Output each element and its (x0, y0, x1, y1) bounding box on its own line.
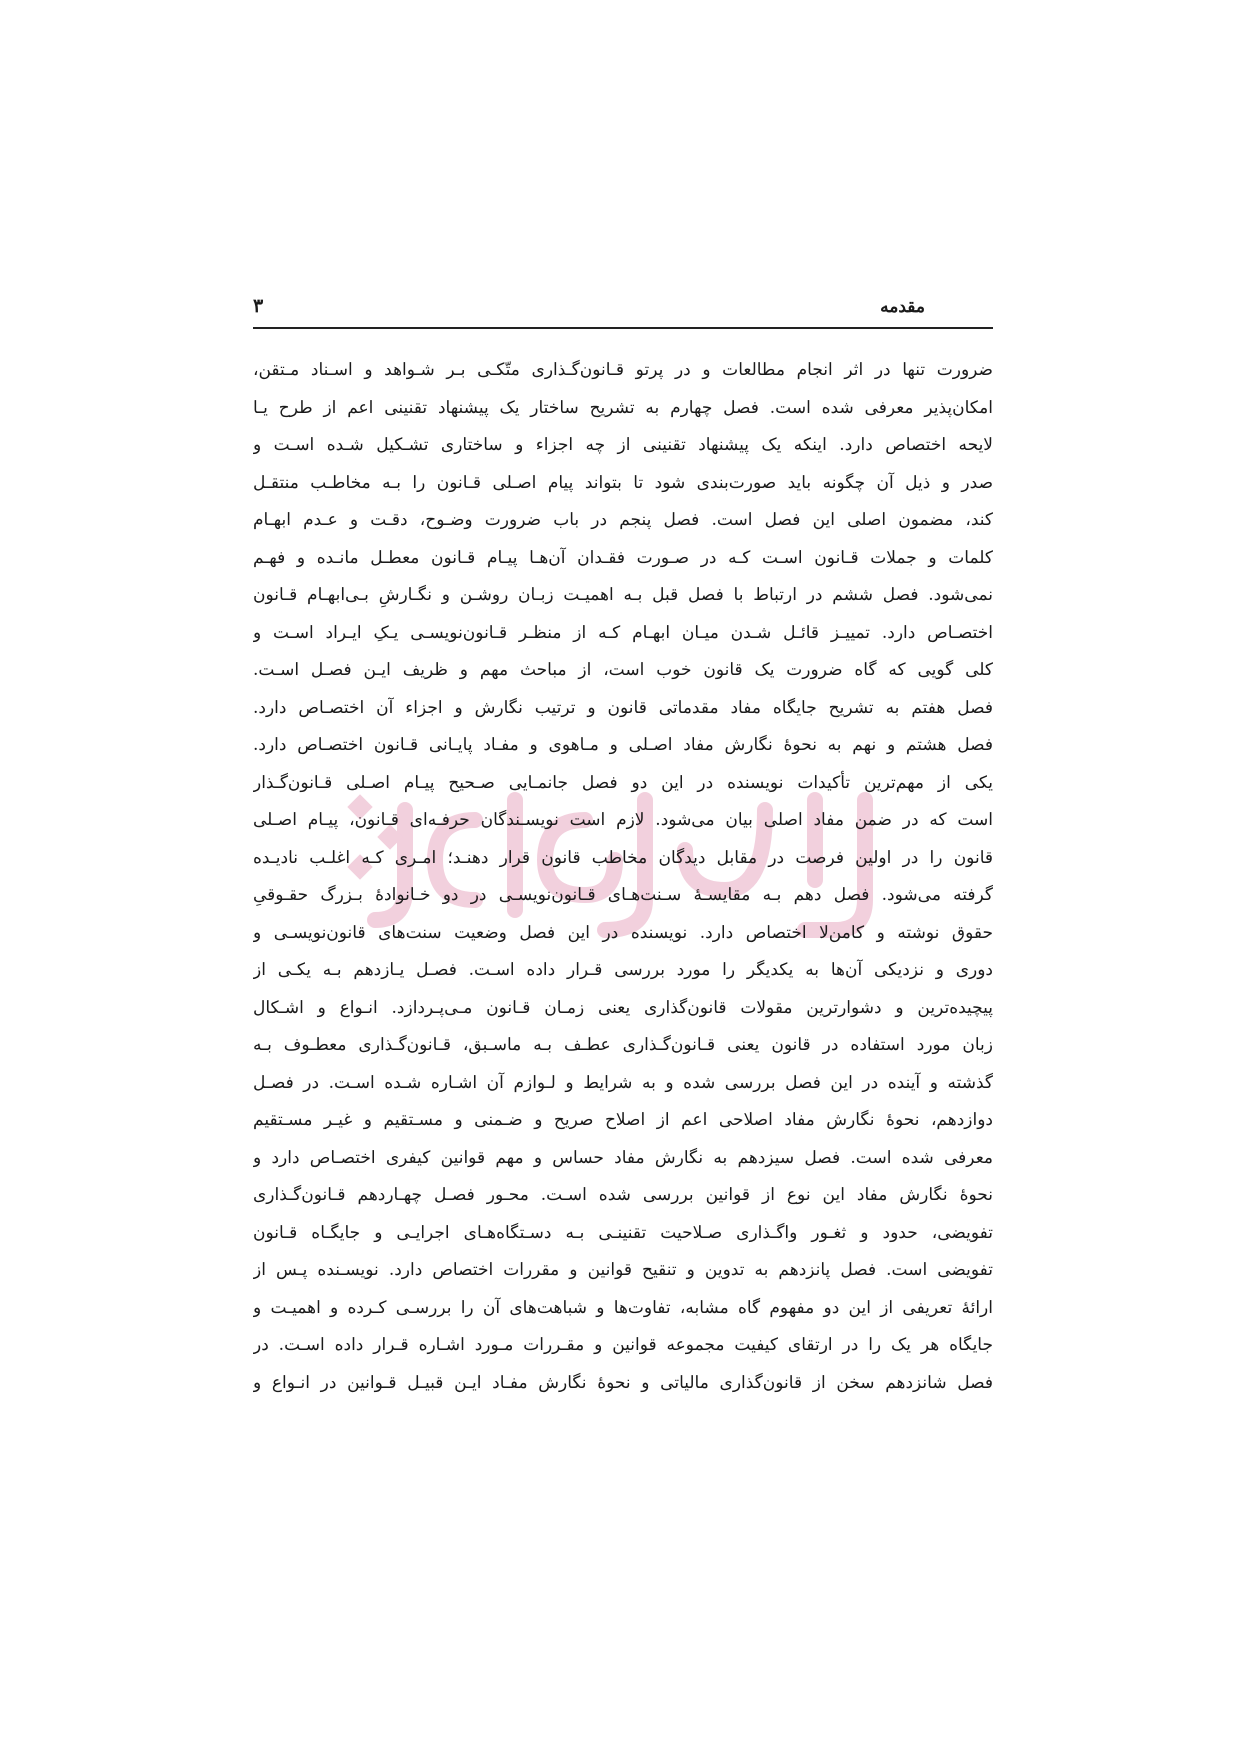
text-line: فصل هفتم به تشریح جایگاه مفاد مقدماتی قانون و ترتیب نگارش و اجزاء آن اختصـاص دارد. (253, 697, 993, 718)
text-line: است که در ضمن مفاد اصلی بیان می‌شود. لازم است نویسـندگان حرفـه‌ای قـانون، پیـام اصـلی (253, 810, 993, 830)
text-line: نحوهٔ نگارش مفاد این نوع از قوانین بررسی شده اسـت. محـور فصـل چهـاردهم قـانون‌گـذاری (253, 1185, 993, 1205)
section-title: مقدمه (880, 297, 925, 317)
header-rule (253, 327, 993, 329)
text-line: ارائهٔ تعریفی از این دو مفهوم گاه مشابه، تفاوت‌ها و شباهت‌های آن را بررسـی کـرده و اهمیـت و (253, 1297, 993, 1318)
text-line: لایحه اختصاص دارد. اینکه یک پیشنهاد تقنینی از چه اجزاء و ساختاری تشـکیل شـده اسـت و (253, 435, 993, 455)
text-line: امکان‌پذیر معرفی شده است. فصل چهارم به تشریح ساختار یک پیشنهاد تقنینی اعم از طرح یـا (253, 397, 993, 418)
text-line: فصل هشتم و نهم به نحوهٔ نگارش مفاد اصـلی و مـاهوی و مفـاد پایـانی قـانون اختصـاص دارد. (253, 735, 993, 755)
text-line: معرفی شده است. فصل سیزدهم به نگارش مفاد حساس و مهم قوانین کیفری اختصـاص دارد و (253, 1147, 993, 1168)
text-line: فصل شانزدهم سخن از قانون‌گذاری مالیاتی و نحوهٔ نگارش مفـاد ایـن قبیـل قـوانین در انـواع و (253, 1372, 993, 1393)
text-line: کلمات و جملات قـانون اسـت کـه در صـورت فقـدان آن‌هـا پیـام قـانون معطـل مانـده و فهـم (253, 547, 993, 568)
text-line: زبان مورد استفاده در قانون یعنی قـانون‌گـذاری عطـف بـه ماسـبق، قـانون‌گـذاری معطـوف بـه (253, 1035, 993, 1055)
text-line: گرفته می‌شود. فصل دهم بـه مقایسـهٔ سـنت‌هـای قـانون‌نویسـی در دو خـانوادهٔ بـزرگ حقـوقیِ (253, 885, 993, 905)
text-line: ضرورت تنها در اثر انجام مطالعات و در پرتو قـانون‌گـذاری متّکـی بـر شـواهد و اسـناد مـتقن، (253, 360, 993, 380)
text-line: تفویضی، حدود و ثغـور واگـذاری صـلاحیت تقنینـی بـه دسـتگاه‌هـای اجرایـی و جایگـاه قـانون (253, 1222, 993, 1243)
text-line: کند، مضمون اصلی این فصل است. فصل پنجم در باب ضرورت وضـوح، دقـت و عـدم ابهـام (253, 510, 993, 530)
text-line: تفویضی است. فصل پانزدهم به تدوین و تنقیح قوانین و مقررات اختصاص دارد. نویسـنده پـس از (253, 1260, 993, 1280)
text-line: یکی از مهم‌ترین تأکیدات نویسنده در این دو فصل جانمـایی صـحیح پیـام اصـلی قـانون‌گـذار (253, 772, 993, 793)
text-line: گذشته و آینده در این فصل بررسی شده و به شرایط و لـوازم آن اشـاره شـده اسـت. در فصـل (253, 1072, 993, 1093)
text-line: صدر و ذیل آن چگونه باید صورت‌بندی شود تا بتواند پیام اصـلی قـانون را بـه مخاطـب منتقـل (253, 472, 993, 493)
text-line: اختصـاص دارد. تمییـز قائـل شـدن میـان ابهـام کـه از منظـر قـانون‌نویسـی یـکِ ایـراد اسـت و (253, 622, 993, 643)
running-header (253, 295, 993, 327)
text-line: جایگاه هر یک را در ارتقای کیفیت مجموعه قوانین و مقـررات مـورد اشـاره قـرار داده اسـت. در (253, 1335, 993, 1355)
body-paragraph (253, 352, 993, 1402)
text-line: کلی گویی که گاه ضرورت یک قانون خوب است، از مباحث مهم و ظریف ایـن فصـل اسـت. (253, 660, 993, 680)
text-line: نمی‌شود. فصل ششم در ارتباط با فصل قبل بـه اهمیـت زبـان روشـن و نگـارشِ بـی‌ابهـام قـانون (253, 585, 993, 605)
page-number: ۳ (253, 295, 264, 317)
text-line: پیچیده‌ترین و دشوارترین مقولات قانون‌گذاری یعنی زمـان قـانون مـی‌پـردازد. انـواع و اشـکال (253, 997, 993, 1018)
text-line: دوازدهم، نحوهٔ نگارش مفاد اصلاحی اعم از اصلاح صریح و ضـمنی و مسـتقیم و غیـر مسـتقیم (253, 1110, 993, 1130)
text-line: قانون را در اولین فرصت در مقابل دیدگان مخاطب قانون قرار دهنـد؛ امـری کـه اغلـب نادیـده (253, 847, 993, 868)
text-line: دوری و نزدیکی آن‌ها به یکدیگر را مورد بررسی قـرار داده اسـت. فصـل یـازدهم بـه یکـی از (253, 960, 993, 980)
text-line: حقوق نوشته و کامن‌لا اختصاص دارد. نویسنده در این فصل وضعیت سنت‌های قانون‌نویسـی و (253, 922, 993, 943)
